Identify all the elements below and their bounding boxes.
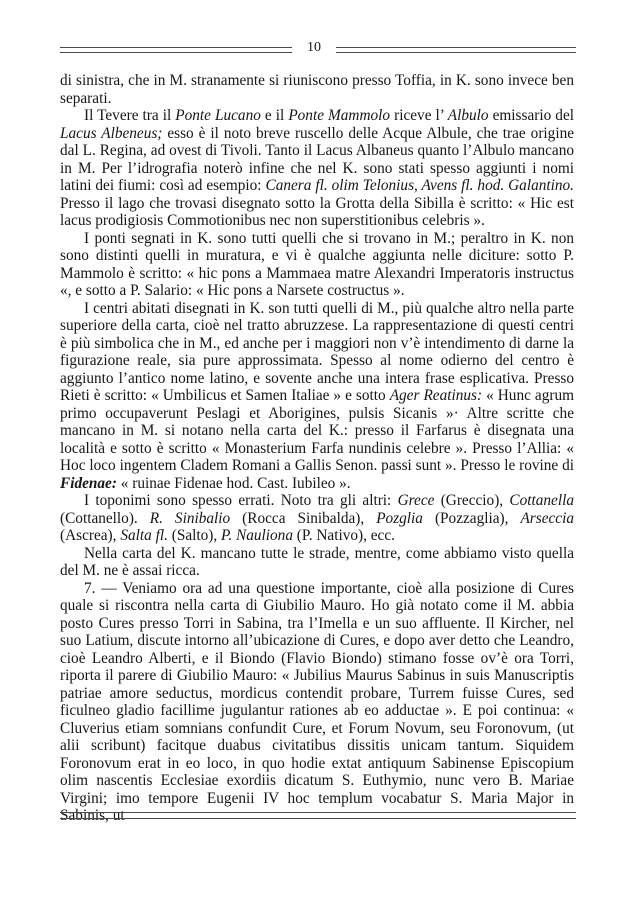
paragraph — [60, 72, 574, 107]
italic-text: Arseccia — [520, 509, 574, 527]
italic-text: P. Nauliona — [221, 527, 293, 544]
paragraph — [60, 492, 574, 545]
text-run: (Rocca Sinibalda), — [230, 509, 377, 527]
paragraph — [60, 580, 574, 825]
text-run: (Ascrea), — [60, 527, 121, 544]
text-run: (Cottanello). — [60, 509, 150, 527]
text-run: di sinistra, che in M. stranamente si riuniscono presso Toffia, in K. sono invece ben separati. — [60, 72, 574, 107]
text-run: esso è il noto breve ruscello delle Acque Albule, che trae origine dal L. Regina, ad ovest di Tivoli. Tanto il Lacus Albaneus quanto l’Albulo mancano in M. Per l’idrografia noterò infine che nel K. sono stati spesso aggiunti i nomi latini dei fiumi: così ad esempio: — [60, 124, 575, 194]
italic-text: Lacus Albeneus; — [60, 124, 163, 142]
text-run: riceve l’ — [390, 107, 448, 124]
italic-text: Salta fl. — [120, 527, 168, 544]
page-number: 10 — [307, 40, 321, 55]
text-run: Presso il lago che trovasi disegnato sotto la Grotta della Sibilla è scritto: « Hic est lacus prodigiosis Commotionibus nec non superstitionibus celebris ». — [60, 194, 574, 229]
text-run: e il — [260, 107, 289, 124]
italic-text: Ager Reatinus: — [389, 387, 483, 404]
running-header — [60, 42, 576, 58]
text-run: Il Tevere tra il — [84, 107, 176, 124]
italic-text: Grece — [397, 492, 435, 509]
italic-text: Pozglia — [376, 509, 423, 527]
paragraph — [60, 107, 574, 230]
italic-text: Albulo — [447, 107, 489, 124]
italic-text: Ponte Lucano — [175, 107, 261, 124]
paragraph — [60, 230, 574, 300]
text-run: 7. — Veniamo ora ad una questione importante, cioè alla posizione di Cures quale si riscontra nella carta di Giubilio Mauro. Ho già notato come il M. abbia posto Cures presso Torri in Sabina, tra l’Imella e un suo affluente. Il Kircher, nel suo Latium, discute intorno all’ubicazione di Cures, e dopo aver detto che Leandro, cioè Leandro Alberti, e il Biondo (Flavio Biondo) stimano fosse ov’è ora Torri, riporta il parere di Giubilio Mauro: « Jubilius Maurus Sabinus in suis Manuscriptis patriae amore seductus, mordicus contendit probare, Turrem fuisse Cures, sed ficulneo gladio facillime jugulantur rationes ab eo adductae ». E poi continua: « Cluverius etiam somnians confundit Cure, et Forum Novum, seu Foronovum, (ut alii scribunt) facitque duabus civitatibus dissitis unicam tantum. Siquidem Foronovum erat in eo loco, in quo hodie extat antiquum Sabinense Episcopium olim nascentis Ecclesiae exordiis dicatum S. Euthymio, nunc vero B. Mariae Virgini; imo tempore Eugenii IV hoc templum vocabatur S. Maria Major in Sabinis, ut — [60, 579, 574, 824]
text-run: (Pozzaglia), — [422, 509, 521, 527]
paragraph — [60, 300, 574, 493]
text-run: I toponimi sono spesso errati. Noto tra gli altri: — [84, 492, 398, 509]
footer-rule — [60, 812, 576, 819]
italic-text: Canera fl. olim Telonius, Avens fl. hod. Galantino. — [265, 177, 574, 194]
text-run: emissario del — [488, 107, 574, 124]
text-run: (Greccio), — [434, 492, 510, 509]
text-run: Nella carta del K. mancano tutte le strade, mentre, come abbiamo visto quella del M. ne è assai ricca. — [60, 544, 574, 579]
text-run: (P. Nativo), ecc. — [292, 527, 395, 544]
text-run: I centri abitati disegnati in K. son tutti quelli di M., più qualche altro nella parte superiore della carta, cioè nel tratto abruzzese. La rappresentazione di questi centri è più simbolica che in M., ed anche per i maggiori non v’è intendimento di darne la figurazione reale, sia pure approssimata. Spesso al nome odierno del centro è aggiunto l’antico nome latino, e sovente anche una intera frase esplicativa. Presso Rieti è scritto: « Umbilicus et Samen Italiae » e sotto — [60, 299, 574, 404]
text-run: « ruinae Fidenae hod. Cast. Iubileo ». — [116, 474, 351, 492]
italic-text: R. Sinibalio — [149, 509, 231, 527]
bold-italic-text: Fidenae: — [60, 474, 117, 492]
italic-text: Ponte Mammolo — [288, 107, 391, 124]
body-text — [60, 72, 574, 825]
text-run: « Hunc agrum primo occupaverunt Peslagi et Aborigines, pulsis Sicanis »· Altre scritte che mancano in M. si notano nella carta del K.: presso il Farfarus è disegnata una località e sotto è scritto « Monasterium Farfa nundinis celebre ». Presso l’Allia: « Hoc loco ingentem Cladem Romani a Gallis Senon. passi sunt ». Presso le rovine di — [60, 387, 574, 474]
italic-text: Cottanella — [509, 492, 574, 509]
paragraph — [60, 545, 574, 580]
text-run: I ponti segnati in K. sono tutti quelli che si trovano in M.; peraltro in K. non sono distinti quelli in muratura, e vi è qualche aggiunta nelle diciture: sotto P. Mammolo è scritto: « hic pons a Mammaea matre Alexandri Imperatoris instructus «, e sotto a P. Salario: « Hic pons a Narsete costructus ». — [60, 229, 574, 299]
header-rule-left — [60, 47, 292, 53]
header-rule-right — [336, 47, 576, 53]
text-run: (Salto), — [167, 527, 222, 544]
